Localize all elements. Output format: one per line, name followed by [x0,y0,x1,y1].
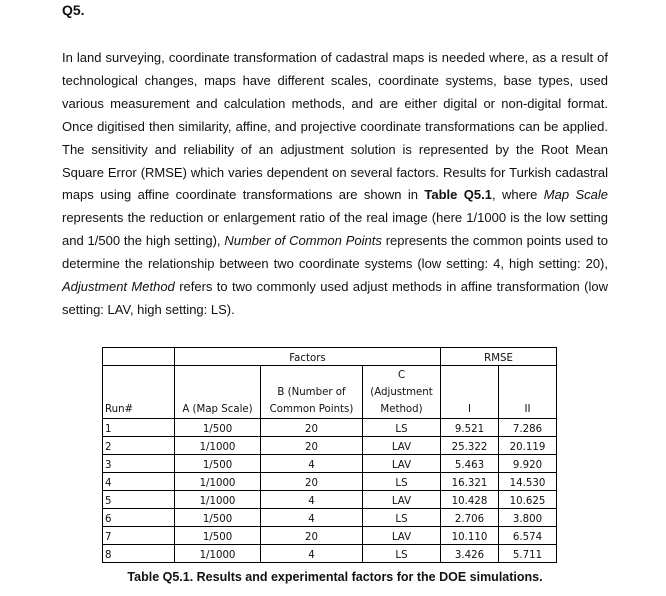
paragraph-text-3: represents the reduction or enlargement ratio of the real image (here 1/1000 is the low setting and 1/500 the high setting), [62,210,608,249]
table-row [103,437,557,455]
paragraph-text-1: In land surveying, coordinate transformation of cadastral maps is needed where, as a result of technological changes, maps have different scales, coordinate systems, base types, used various measurement and calculation methods, and are either digital or non-digital format. Once digitised then similarity, affine, and projective coordinate transformations can be applied. The sensitivity and reliability of an adjustment solution is represented by the Root Mean Square Error (RMSE) which varies dependent on several factors. Results for Turkish cadastral maps using affine coordinate transformations are shown in [62,50,608,203]
adjustment-method-cell: LAV [363,455,441,473]
run-cell: 2 [103,437,175,455]
table-row [103,473,557,491]
common-points-cell: 4 [261,491,363,509]
map-scale-column-header: A (Map Scale) [175,366,261,419]
table-row [103,545,557,563]
table-row [103,509,557,527]
rmse-group-header: RMSE [441,348,557,366]
paragraph-text-4: represents the common points used to determine the relationship between two coordinate systems (low setting: 4, high setting: 20), [62,233,609,272]
common-points-term: Number of Common Points [224,233,382,249]
map-scale-cell: 1/1000 [175,545,261,563]
rmse-i-cell: 9.521 [441,419,499,437]
rmse-ii-cell: 3.800 [499,509,557,527]
common-points-column-header: B (Number of Common Points) [261,366,363,419]
table-reference: Table Q5.1 [424,187,492,203]
rmse-i-cell: 5.463 [441,455,499,473]
run-cell: 6 [103,509,175,527]
table-row [103,455,557,473]
question-paragraph [62,47,608,322]
rmse-i-cell: 2.706 [441,509,499,527]
map-scale-cell: 1/500 [175,419,261,437]
common-points-cell: 4 [261,509,363,527]
adjustment-method-cell: LS [363,545,441,563]
common-points-cell: 20 [261,437,363,455]
rmse-ii-cell: 6.574 [499,527,557,545]
common-points-cell: 4 [261,455,363,473]
rmse-i-cell: 3.426 [441,545,499,563]
run-cell: 7 [103,527,175,545]
paragraph-text-2: , where [491,187,544,203]
rmse-ii-cell: 5.711 [499,545,557,563]
rmse-i-cell: 10.110 [441,527,499,545]
rmse-ii-cell: 10.625 [499,491,557,509]
table-column-header-row [103,366,557,419]
map-scale-term: Map Scale [543,187,608,203]
run-cell: 5 [103,491,175,509]
rmse-ii-column-header: II [499,366,557,419]
adjustment-method-cell: LAV [363,437,441,455]
common-points-cell: 20 [261,419,363,437]
doe-results-table [102,347,557,563]
map-scale-cell: 1/500 [175,455,261,473]
rmse-i-cell: 10.428 [441,491,499,509]
table-caption: Table Q5.1. Results and experimental factors for the DOE simulations. [127,570,543,584]
question-label: Q5. [62,2,85,18]
table-row [103,527,557,545]
common-points-cell: 20 [261,473,363,491]
map-scale-cell: 1/1000 [175,491,261,509]
adjustment-method-cell: LS [363,509,441,527]
adjustment-method-column-header: C (Adjustment Method) [363,366,441,419]
adjustment-method-cell: LAV [363,527,441,545]
run-cell: 8 [103,545,175,563]
adjustment-method-term: Adjustment Method [62,279,175,295]
map-scale-cell: 1/500 [175,527,261,545]
paragraph-text-5: refers to two commonly used adjust methods in affine transformation (low setting: LAV, high setting: LS). [62,279,608,317]
run-cell: 1 [103,419,175,437]
rmse-i-cell: 25.322 [441,437,499,455]
common-points-cell: 4 [261,545,363,563]
rmse-ii-cell: 7.286 [499,419,557,437]
run-cell: 4 [103,473,175,491]
table-row [103,419,557,437]
rmse-i-cell: 16.321 [441,473,499,491]
adjustment-method-cell: LS [363,419,441,437]
rmse-ii-cell: 9.920 [499,455,557,473]
run-cell: 3 [103,455,175,473]
common-points-cell: 20 [261,527,363,545]
rmse-i-column-header: I [441,366,499,419]
adjustment-method-cell: LAV [363,491,441,509]
table-group-header-row [103,348,557,366]
map-scale-cell: 1/1000 [175,473,261,491]
factors-group-header: Factors [175,348,441,366]
rmse-ii-cell: 14.530 [499,473,557,491]
table-row [103,491,557,509]
empty-header-cell [103,348,175,366]
run-column-header: Run# [103,366,175,419]
adjustment-method-cell: LS [363,473,441,491]
map-scale-cell: 1/500 [175,509,261,527]
rmse-ii-cell: 20.119 [499,437,557,455]
map-scale-cell: 1/1000 [175,437,261,455]
